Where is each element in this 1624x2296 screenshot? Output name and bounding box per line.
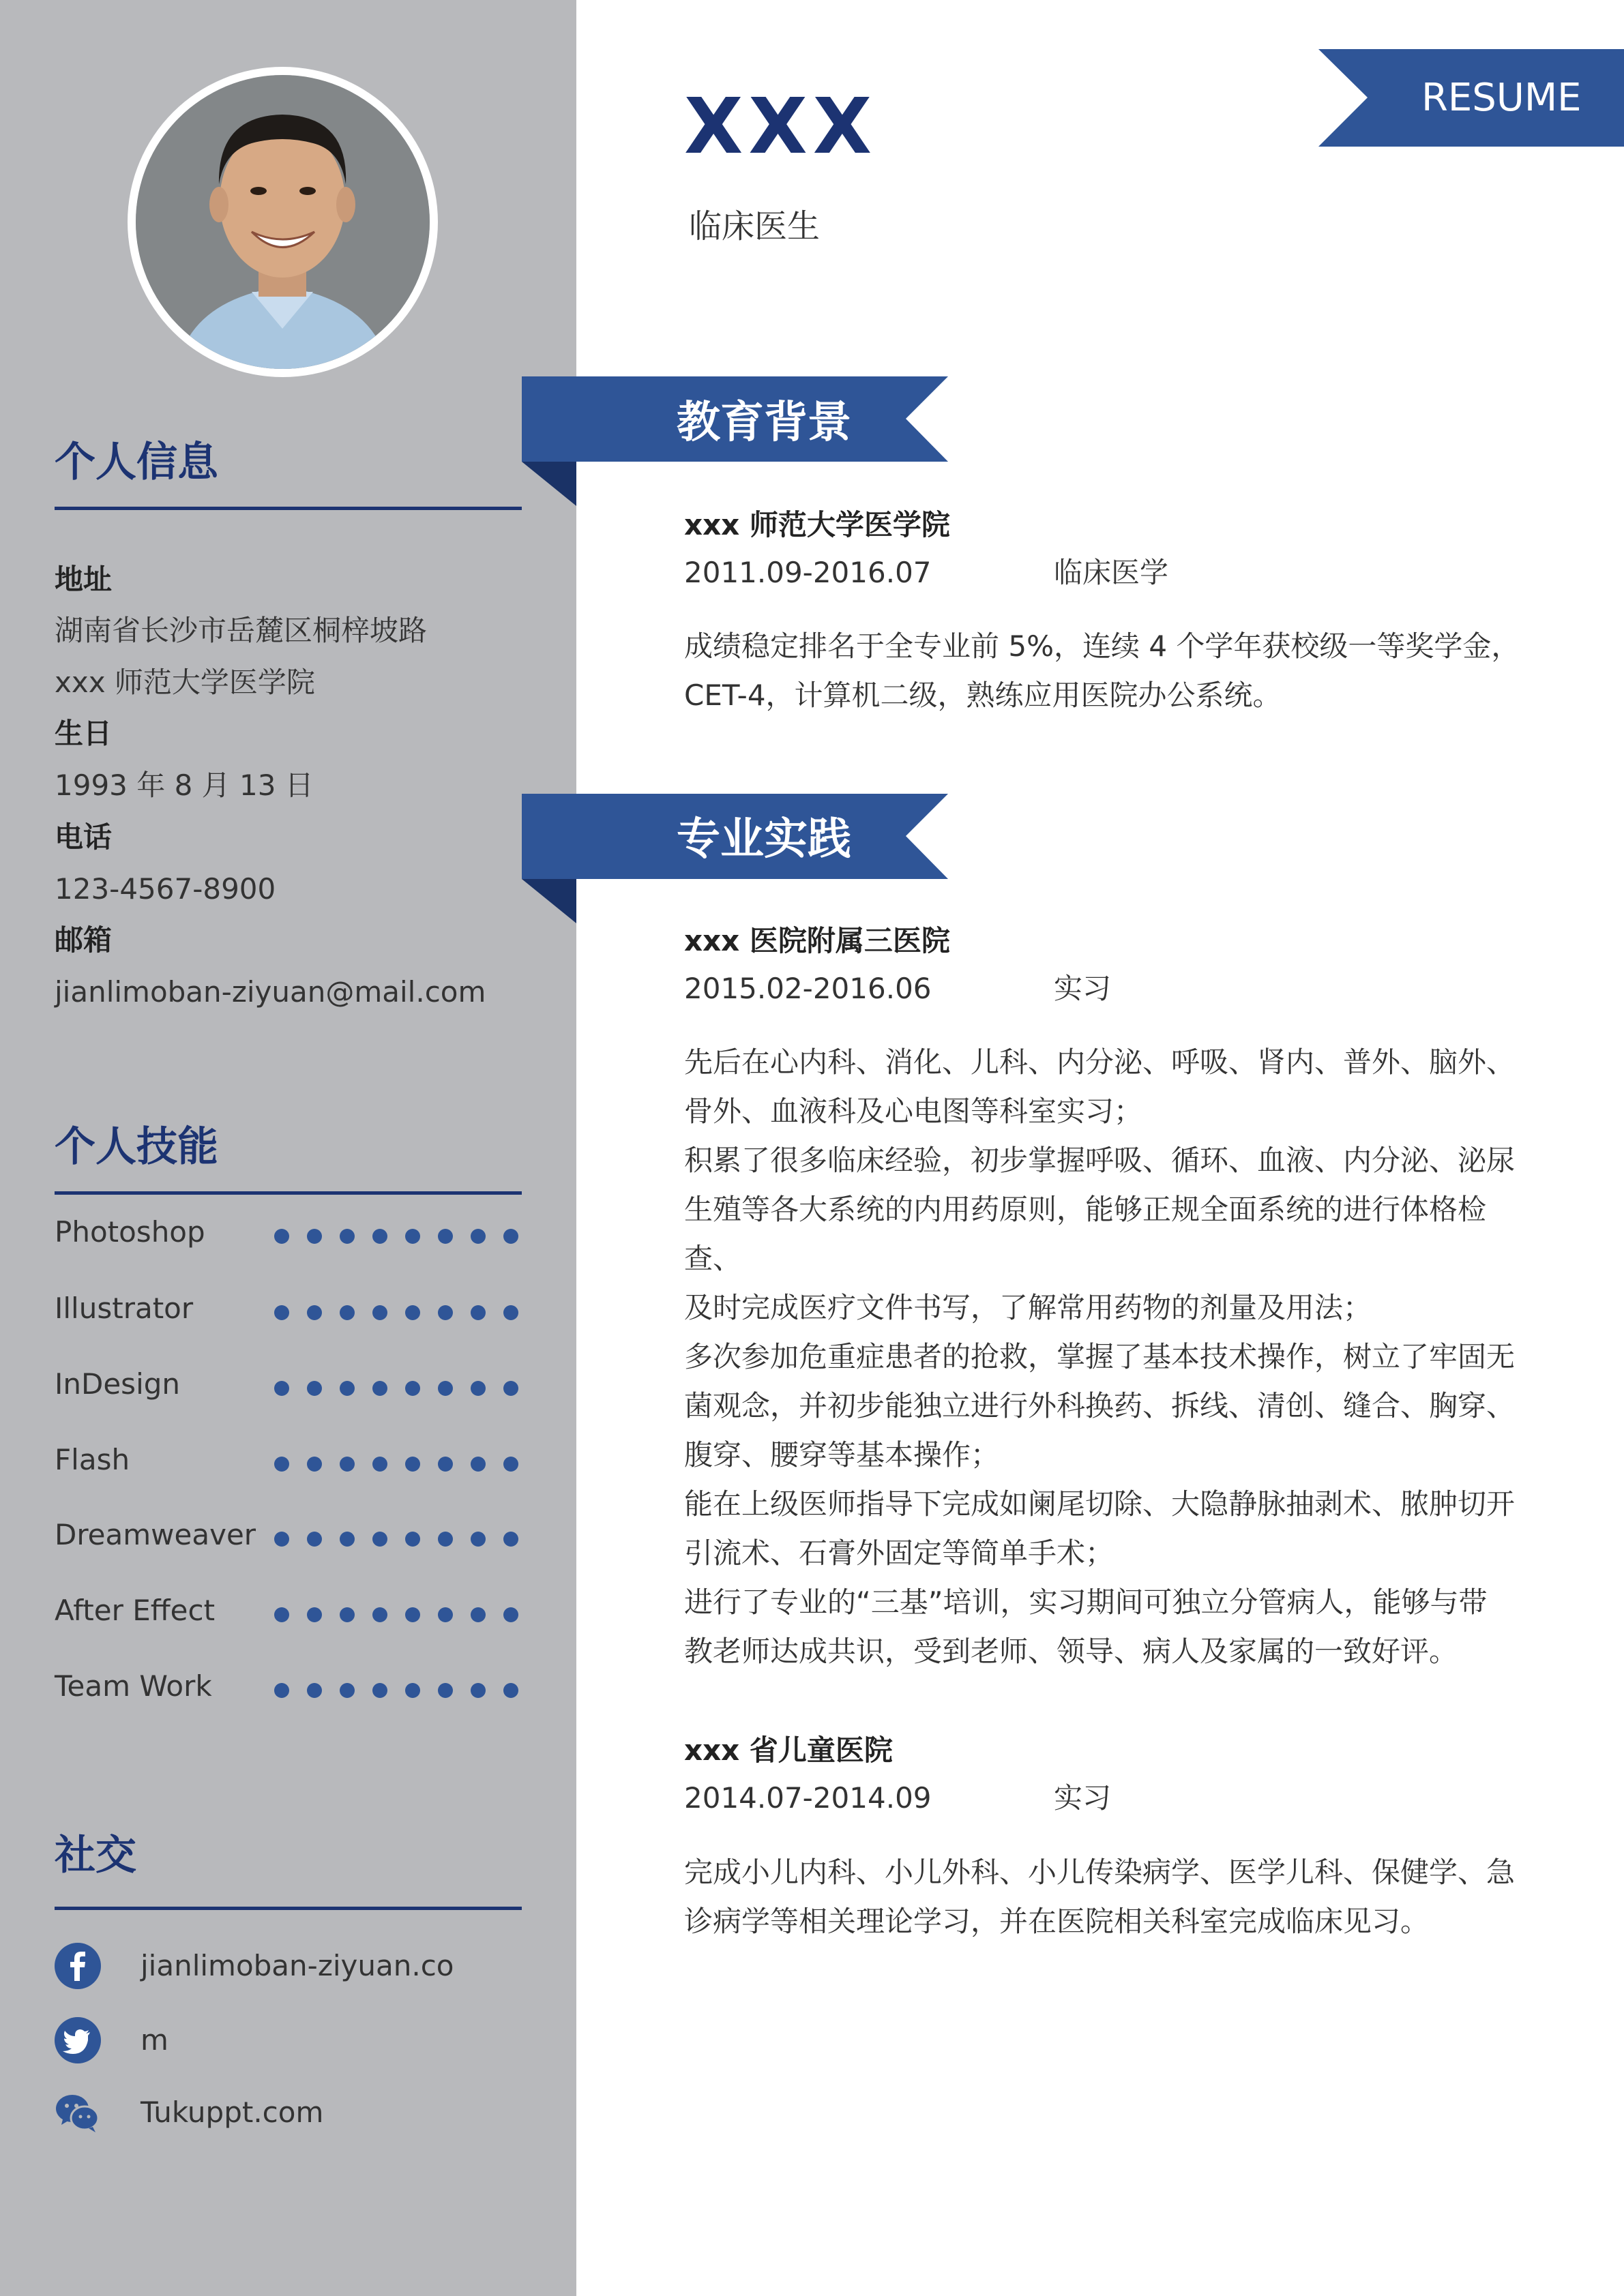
skill-dot [274,1607,289,1622]
skill-dot [503,1683,518,1698]
description-line: 及时完成医疗文件书写，了解常用药物的剂量及用法； [684,1291,1372,1324]
skill-dot [307,1457,322,1472]
skill-rating-dots [274,1590,574,1631]
skill-dot [274,1532,289,1547]
education-description [684,622,1530,720]
facebook-icon [55,1943,101,1989]
social-item-facebook[interactable] [55,1939,546,1993]
skill-dot [372,1607,387,1622]
social-divider [55,1907,522,1910]
skill-dot [372,1532,387,1547]
skill-dot [340,1229,355,1244]
twitter-icon [55,2017,101,2063]
skill-row [55,1515,532,1555]
practice-description [684,1848,1530,1946]
description-line: 积累了很多临床经验，初步掌握呼吸、循环、血液、内分泌、泌尿 [684,1144,1516,1177]
skill-dot [471,1229,486,1244]
skill-dot [438,1683,453,1698]
skill-name: Illustrator [55,1292,194,1325]
skill-dot [372,1457,387,1472]
description-line: 进行了专业的“三基”培训，实习期间可独立分管病人，能够与带 [684,1585,1488,1619]
skill-row [55,1590,532,1631]
social-text: m [141,2023,168,2057]
skill-dot [405,1683,420,1698]
phone-label: 电话 [55,820,113,854]
social-text: Tukuppt.com [141,2096,324,2129]
skill-rating-dots [274,1666,574,1707]
description-line: 完成小儿内科、小儿外科、小儿传染病学、医学儿科、保健学、急 [684,1855,1516,1889]
skills-title: 个人技能 [55,1123,218,1171]
skill-dot [307,1532,322,1547]
social-text: jianlimoban-ziyuan.co [141,1949,454,1982]
education-title: 教育背景 [677,398,851,448]
description-line: 诊病学等相关理论学习，并在医院相关科室完成临床见习。 [684,1905,1430,1938]
skill-dot [438,1229,453,1244]
education-major: 临床医学 [1054,556,1169,589]
practice-title: 专业实践 [677,814,851,865]
skill-dot [340,1607,355,1622]
skill-dot [372,1305,387,1320]
resume-label: RESUME [1421,76,1582,120]
skill-dot [438,1305,453,1320]
description-line: 生殖等各大系统的内用药原则，能够正规全面系统的进行体格检查、 [684,1193,1487,1275]
skill-dot [307,1229,322,1244]
skill-dot [340,1305,355,1320]
skill-dot [274,1305,289,1320]
skill-dot [471,1532,486,1547]
skill-dot [503,1229,518,1244]
skill-name: After Effect [55,1594,216,1627]
skill-dot [274,1229,289,1244]
description-line: 教老师达成共识，受到老师、领导、病人及家属的一致好评。 [684,1635,1458,1668]
social-title: 社交 [55,1832,136,1879]
skill-dot [340,1381,355,1396]
skill-rating-dots [274,1212,574,1253]
skill-dot [471,1381,486,1396]
skill-dot [503,1305,518,1320]
skill-row [55,1440,532,1480]
description-line: 骨外、血液科及心电图等科室实习； [684,1094,1143,1128]
avatar [136,75,430,369]
skill-row [55,1288,532,1329]
skill-name: Flash [55,1443,130,1476]
skill-dot [405,1532,420,1547]
practice-date: 2015.02-2016.06 [684,972,932,1005]
skill-rating-dots [274,1364,574,1405]
job-title: 临床医生 [689,207,821,245]
skill-dot [274,1683,289,1698]
skill-dot [405,1607,420,1622]
description-line: 多次参加危重症患者的抢救，掌握了基本技术操作，树立了牢固无 [684,1340,1516,1373]
skill-dot [340,1457,355,1472]
practice-role: 实习 [1054,972,1112,1005]
practice-date: 2014.07-2014.09 [684,1781,932,1815]
skill-dot [405,1305,420,1320]
skill-dot [471,1457,486,1472]
practice-org: xxx 省儿童医院 [684,1733,893,1767]
skill-name: Photoshop [55,1215,205,1249]
social-item-wechat[interactable] [55,2085,546,2140]
skill-dot [274,1381,289,1396]
skill-dot [307,1305,322,1320]
skill-dot [405,1381,420,1396]
skill-name: InDesign [55,1367,181,1401]
social-item-twitter[interactable] [55,2013,546,2068]
skill-dot [274,1457,289,1472]
skill-rating-dots [274,1440,574,1480]
skill-dot [503,1381,518,1396]
skill-dot [438,1381,453,1396]
skill-dot [340,1683,355,1698]
skill-dot [307,1381,322,1396]
address-line1: 湖南省长沙市岳麓区桐梓坡路 [55,614,428,647]
birthday-value: 1993 年 8 月 13 日 [55,769,314,802]
skill-dot [503,1457,518,1472]
description-line: 能在上级医师指导下完成如阑尾切除、大隐静脉抽剥术、脓肿切开 [684,1487,1516,1521]
skill-row [55,1364,532,1405]
address-label: 地址 [55,563,113,596]
skills-divider [55,1191,522,1195]
skill-rating-dots [274,1288,574,1329]
skill-dot [372,1381,387,1396]
education-org: xxx 师范大学医学院 [684,508,950,541]
skill-name: Team Work [55,1669,212,1703]
skill-row [55,1212,532,1253]
wechat-icon [55,2089,101,2136]
skill-dot [471,1607,486,1622]
personal-info-divider [55,507,522,510]
education-date: 2011.09-2016.07 [684,556,932,589]
skill-dot [438,1457,453,1472]
skill-row [55,1666,532,1707]
skill-dot [307,1607,322,1622]
description-line: 腹穿、腰穿等基本操作； [684,1438,1000,1472]
description-line: CET-4，计算机二级，熟练应用医院办公系统。 [684,679,1282,712]
description-line: 引流术、石膏外固定等简单手术； [684,1536,1114,1570]
skill-dot [503,1532,518,1547]
description-line: 菌观念，并初步能独立进行外科换药、拆线、清创、缝合、胸穿、 [684,1389,1516,1422]
skill-dot [307,1683,322,1698]
description-line: 先后在心内科、消化、儿科、内分泌、呼吸、肾内、普外、脑外、 [684,1045,1516,1079]
personal-info-title: 个人信息 [55,438,218,486]
skill-dot [503,1607,518,1622]
practice-role: 实习 [1054,1781,1112,1815]
skill-dot [340,1532,355,1547]
phone-value: 123-4567-8900 [55,872,276,906]
skill-dot [372,1229,387,1244]
birthday-label: 生日 [55,717,113,750]
skill-dot [471,1683,486,1698]
practice-description [684,1038,1530,1676]
skill-dot [438,1532,453,1547]
skill-dot [438,1607,453,1622]
skill-rating-dots [274,1515,574,1555]
description-line: 成绩稳定排名于全专业前 5%，连续 4 个学年获校级一等奖学金， [684,629,1520,663]
skill-dot [372,1683,387,1698]
candidate-name: XXX [684,83,878,171]
practice-org: xxx 医院附属三医院 [684,924,950,957]
email-value[interactable]: jianlimoban-ziyuan@mail.com [55,975,486,1009]
address-line2: xxx 师范大学医学院 [55,666,315,699]
skill-dot [471,1305,486,1320]
skill-name: Dreamweaver [55,1518,256,1551]
email-label: 邮箱 [55,923,113,957]
skill-dot [405,1229,420,1244]
skill-dot [405,1457,420,1472]
